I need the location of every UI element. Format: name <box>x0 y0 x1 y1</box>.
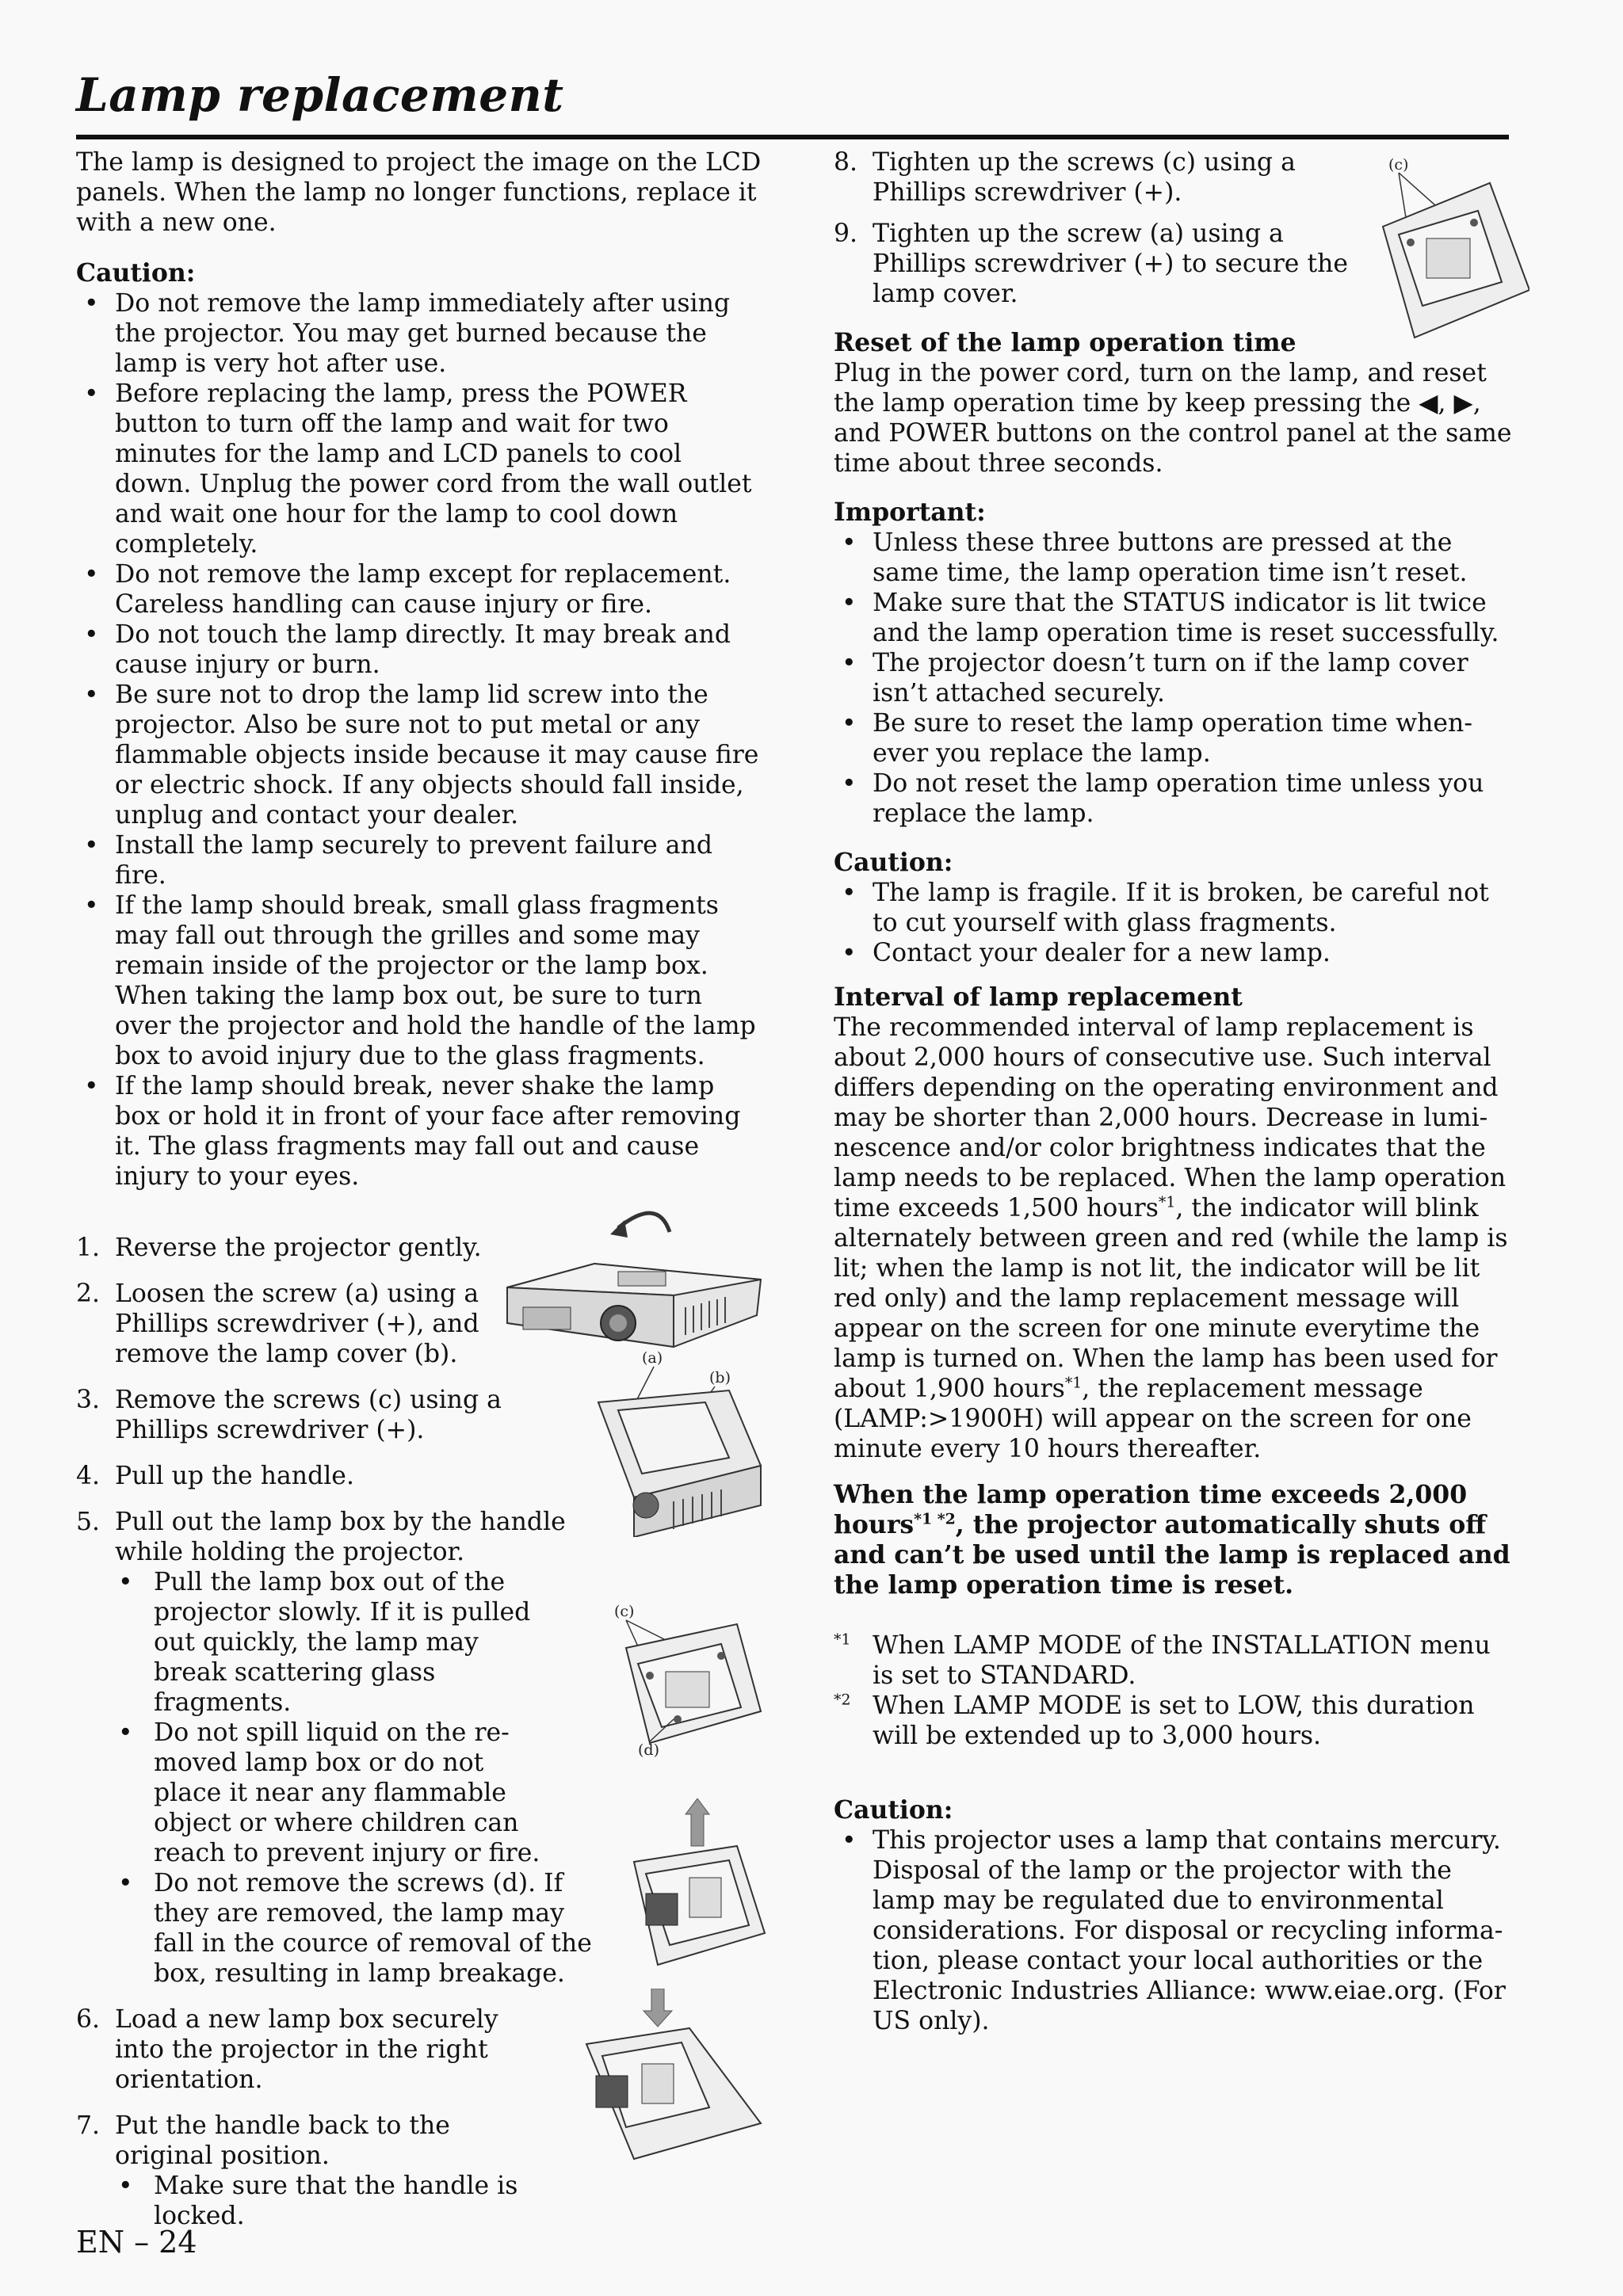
interval-text-3: , the replacement message (LAMP:>1900H) will appear on the screen for one minute every 10 hours thereafter. <box>834 1375 1472 1463</box>
step-number: 6. <box>76 2005 101 2034</box>
list-item: • Make sure that the handle is locked. <box>115 2171 543 2231</box>
label-b: (b) <box>709 1369 731 1386</box>
list-item: • Be sure not to drop the lamp lid screw into the projector. Also be sure not to put metal or any flammable objects inside because it may cause fire or electric shock. If any objects should fall inside, unplug and contact your dealer. <box>76 680 766 830</box>
label-a: (a) <box>642 1349 663 1367</box>
footnote-text: When LAMP MODE of the INSTALLATION menu is set to STANDARD. <box>873 1631 1491 1690</box>
list-item: • The projector doesn’t turn on if the lamp cover isn’t attached securely. <box>834 648 1514 708</box>
step-5 <box>76 1507 622 1989</box>
list-item: • Install the lamp securely to prevent failure and fire. <box>76 830 766 891</box>
label-c: (c) <box>614 1603 635 1620</box>
footnote-mark: *2 <box>834 1691 851 1709</box>
list-item: • Pull the lamp box out of the projector slowly. If it is pulled out quickly, the lamp may break scattering glass fragments. <box>115 1567 550 1718</box>
step-number: 9. <box>834 219 858 248</box>
step-text: Tighten up the screw (a) using a Phillips screwdriver (+) to secure the lamp cover. <box>873 219 1349 308</box>
step-number: 4. <box>76 1462 101 1490</box>
step-2 <box>76 1279 515 1369</box>
caution-list-2 <box>834 1825 1514 2036</box>
right-column <box>834 147 1514 2052</box>
caution-heading: Caution: <box>834 848 953 877</box>
footnote-mark: *1 <box>834 1630 851 1649</box>
arrow-down-icon <box>579 1989 769 2163</box>
list-item: • Do not reset the lamp operation time unless you replace the lamp. <box>834 769 1514 829</box>
shutdown-warning <box>834 1480 1514 1600</box>
list-item: • Contact your dealer for a new lamp. <box>834 938 1514 968</box>
step-3 <box>76 1385 543 1445</box>
footnote-ref: *1 <box>1158 1193 1176 1211</box>
lamp-box-icon <box>602 1600 769 1775</box>
footnote-1 <box>834 1630 1514 1691</box>
step-8 <box>834 147 1380 208</box>
step-6 <box>76 2004 543 2095</box>
title-rule <box>76 135 1509 139</box>
step-text: Reverse the projector gently. <box>115 1234 482 1262</box>
list-item: • If the lamp should break, small glass fragments may fall out through the grilles and some may remain inside of the projector or the lamp box. When taking the lamp box out, be sure to turn over the projector and hold the handle of the lamp box to avoid injury due to the glass fragments. <box>76 891 766 1071</box>
page-footer: EN – 24 <box>76 2225 197 2260</box>
list-item: • Do not remove the screws (d). If they are removed, the lamp may fall in the cource of removal of the box, resulting in lamp breakage. <box>115 1868 598 1989</box>
step-7 <box>76 2111 543 2231</box>
step-number: 8. <box>834 148 858 177</box>
step-9 <box>834 219 1380 309</box>
footnote-2 <box>834 1691 1514 1751</box>
step-text: Loosen the screw (a) using a Phillips screwdriver (+), and remove the lamp cover (b). <box>115 1280 479 1368</box>
step-number: 1. <box>76 1234 101 1262</box>
list-item: • Do not touch the lamp directly. It may break and cause injury or burn. <box>76 620 766 680</box>
step-5-bullets <box>115 1567 590 1989</box>
load-illustration <box>579 1989 769 2163</box>
interval-text-2: , the indicator will blink alternately between green and red (while the lamp is lit; when the lamp is not lit, the indicator will be lit red only) and the lamp replacement message will appear on the screen for one minute everytime the lamp is turned on. When the lamp has been used for about 1,900 hours <box>834 1194 1508 1403</box>
intro-paragraph: The lamp is designed to project the image on the LCD panels. When the lamp no longer functions, replace it with a new one. <box>76 148 762 237</box>
step-number: 3. <box>76 1386 101 1414</box>
caution-heading: Caution: <box>76 258 196 288</box>
important-heading: Important: <box>834 498 986 527</box>
caution-heading-2: Caution: <box>834 1795 953 1825</box>
step-text: Pull up the handle. <box>115 1462 354 1490</box>
important-list <box>834 528 1514 829</box>
screws-icon <box>1379 155 1529 345</box>
footnote-text: When LAMP MODE is set to LOW, this duration will be extended up to 3,000 hours. <box>873 1691 1475 1750</box>
lamp-cover-icon <box>586 1347 769 1537</box>
arrow-up-icon <box>618 1798 769 1973</box>
step-number: 5. <box>76 1508 101 1536</box>
interval-text-1: The recommended interval of lamp replacement is about 2,000 hours of consecutive use. Such interval differs depending on the operating environment and may be shorter than 2,000 hours. Decrease in lumi-nescence and/or color brightness indicates that the lamp needs to be replaced. When the lamp operation time exceeds 1,500 hours <box>834 1013 1507 1222</box>
list-item: • Unless these three buttons are pressed at the same time, the lamp operation time isn’t reset. <box>834 528 1514 588</box>
page-title: Lamp replacement <box>76 68 564 122</box>
step-text: Tighten up the screws (c) using a Phillips screwdriver (+). <box>873 148 1296 207</box>
step-text: Remove the screws (c) using a Phillips screwdriver (+). <box>115 1386 502 1444</box>
list-item: • Make sure that the STATUS indicator is lit twice and the lamp operation time is reset successfully. <box>834 588 1514 648</box>
footnote-ref: *1 <box>1064 1374 1083 1392</box>
list-item: • The lamp is fragile. If it is broken, be careful not to cut yourself with glass fragments. <box>834 878 1514 938</box>
lamp-cover-illustration <box>586 1347 769 1537</box>
footnote-ref: *1 *2 <box>914 1510 956 1528</box>
list-item: • Do not remove the lamp except for replacement. Careless handling can cause injury or fire. <box>76 559 766 620</box>
step-text: Pull out the lamp box by the handle while holding the projector. <box>115 1508 566 1566</box>
step-text: Put the handle back to the original position. <box>115 2111 450 2170</box>
pull-out-illustration <box>618 1798 769 1973</box>
list-item: • Before replacing the lamp, press the POWER button to turn off the lamp and wait for two minutes for the lamp and LCD panels to cool down. Unplug the power cord from the wall outlet and wait one hour for the lamp to cool down completely. <box>76 379 766 559</box>
warning-text-2: , the projector automatically shuts off and can’t be used until the lamp is replaced and the lamp operation time is reset. <box>834 1510 1510 1600</box>
caution-list <box>76 288 766 1192</box>
step-text: Load a new lamp box securely into the projector in the right orientation. <box>115 2005 498 2094</box>
step-number: 7. <box>76 2111 101 2140</box>
list-item: • Do not spill liquid on the re-moved lamp box or do not place it near any flammable object or where children can reach to prevent injury or fire. <box>115 1718 550 1868</box>
reset-heading: Reset of the lamp operation time <box>834 328 1296 357</box>
step-7-bullets <box>115 2171 543 2231</box>
tighten-illustration <box>1379 155 1529 345</box>
caution-list <box>834 878 1514 968</box>
interval-paragraph <box>834 1013 1514 1464</box>
list-item: • Be sure to reset the lamp operation time when-ever you replace the lamp. <box>834 708 1514 769</box>
reset-paragraph: Plug in the power cord, turn on the lamp, and reset the lamp operation time by keep pressing the ◀, ▶, and POWER buttons on the control panel at the same time about three seconds. <box>834 359 1512 478</box>
interval-heading: Interval of lamp replacement <box>834 982 1243 1012</box>
label-d: (d) <box>638 1741 659 1759</box>
lamp-box-illustration <box>602 1600 769 1775</box>
list-item: • If the lamp should break, never shake the lamp box or hold it in front of your face after removing it. The glass fragments may fall out and cause injury to your eyes. <box>76 1071 766 1192</box>
warning-text-1: When the lamp operation time exceeds 2,000 hours <box>834 1480 1468 1539</box>
list-item: • Do not remove the lamp immediately after using the projector. You may get burned because the lamp is very hot after use. <box>76 288 766 379</box>
step-4 <box>76 1461 543 1491</box>
label-c: (c) <box>1388 156 1409 174</box>
step-number: 2. <box>76 1280 101 1308</box>
list-item: • This projector uses a lamp that contains mercury. Disposal of the lamp or the projector with the lamp may be regulated due to environmental considerations. For disposal or recycling informa-tion, please contact your local authorities or the Electronic Industries Alliance: www.eiae.org. (For US only). <box>834 1825 1514 2036</box>
